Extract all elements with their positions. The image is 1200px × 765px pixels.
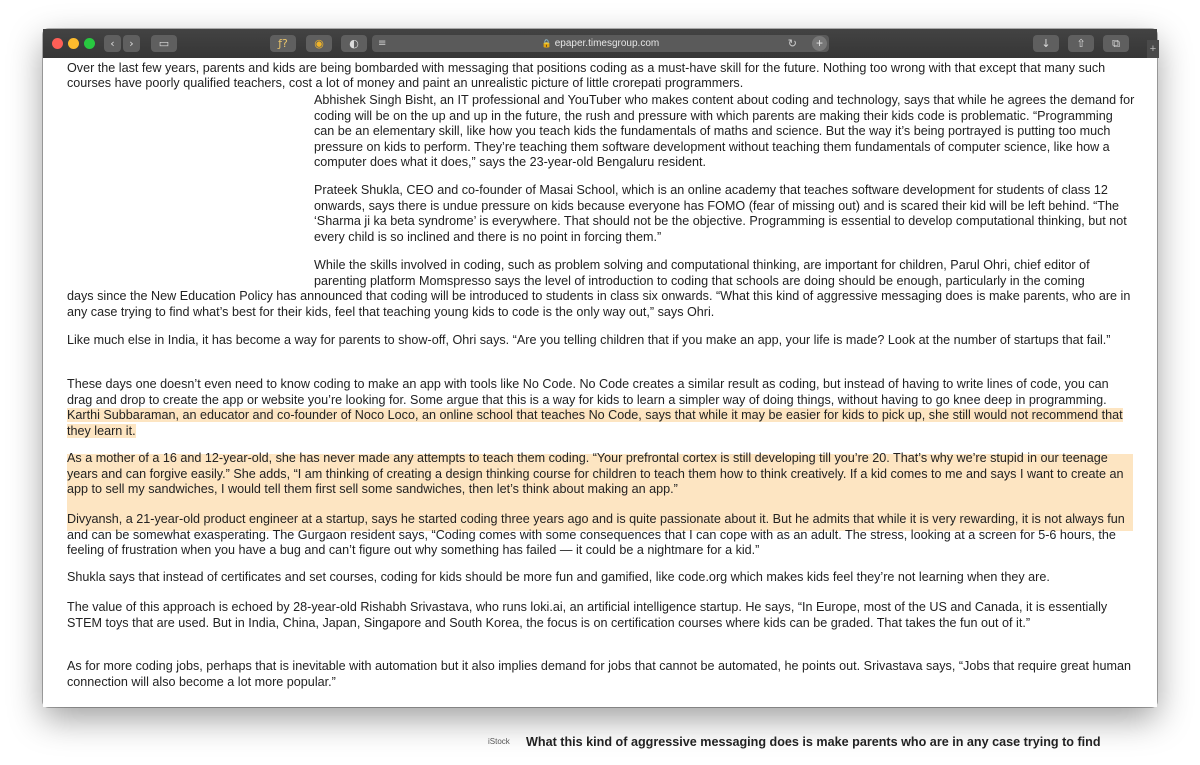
minimize-window-button[interactable]	[68, 38, 79, 49]
article-paragraph	[67, 377, 1135, 439]
highlighted-paragraph: As a mother of a 16 and 12-year-old, she has never made any attempts to teach them coding. “Your prefrontal cortex is still developing till you’re 20. That’s why we’re stupid in our teenage years and can forgive easily.” She adds, “I am thinking of creating a design thinking course for children to teach them how to think creatively. If a kid comes to me and says I want to create an app to sell my sandwiches, I would tell them first sell some sandwiches, then let’s think about making an app.”	[67, 451, 1124, 497]
article-paragraph: Divyansh, a 21-year-old product engineer at a startup, says he started coding three years ago and is quite passionate about it. But he admits that while it is very rewarding, it is not always fun and can be somewhat exasperating. The Gurgaon resident says, “Coding comes with some consequences that I can cope with as an adult. The stress, looking at a screen for 5-6 hours, the feeling of frustration when you have a bug and can’t figure out why something has failed — it could be a nightmare for a kid.”	[67, 512, 1125, 558]
downloads-icon[interactable]: ↓	[1033, 35, 1059, 52]
close-window-button[interactable]	[52, 38, 63, 49]
article-paragraph: While the skills involved in coding, such as problem solving and computational thinking, are important for children, Parul Ohri, chief editor of parenting platform Momspresso says the level of introduction to coding that schools are doing should be enough, particularly in the coming	[314, 258, 1090, 288]
article-paragraph: Prateek Shukla, CEO and co-founder of Masai School, which is an online academy that teaches software development for students of class 12 onwards, says there is undue pressure on kids because everyone has FOMO (fear of missing out) and is scared their kid will be left behind. “The ‘Sharma ji ka beta syndrome’ is everywhere. That should not be the objective. Programming is essential to develop computational thinking, but not every child is so inclined and there is no point in forcing them.”	[314, 183, 1127, 244]
article-paragraph: days since the New Education Policy has announced that coding will be introduced to students in class six onwards. “What this kind of aggressive messaging does is make parents, who are in any case trying to find what’s best for their kids, feel that teaching young kids to code is the only way out,” says Ohri.	[67, 289, 1131, 319]
caption-partial: What this kind of aggressive messaging does is make parents who are in any case trying to find	[526, 735, 1101, 749]
reload-icon[interactable]: ↻	[787, 37, 797, 50]
highlighted-text: Karthi Subbaraman, an educator and co-founder of Noco Loco, an online school that teaches No Code, says that while it may be easier for kids to pick up, she still would not recommend that they learn it.	[67, 408, 1123, 438]
sidebar-icon[interactable]: ▭	[151, 35, 177, 52]
forward-button[interactable]: ›	[123, 35, 140, 52]
article-paragraph: Abhishek Singh Bisht, an IT professional and YouTuber who makes content about coding and technology, says that while he agrees the demand for coding will be on the up and up in the future, the rush and pressure with which parents are making their kids code is problematic. “Programming can be an elementary skill, like how you teach kids the fundamentals of maths and science. But the way it’s being portrayed is putting too much pressure on kids to perform. They’re teaching them software development without teaching them fundamentals of computer science, like how a computer does what it does,” says the 23-year-old Bengaluru resident.	[314, 93, 1135, 170]
url-text: epaper.timesgroup.com	[554, 38, 660, 49]
privacy-shield-icon[interactable]: ◐	[341, 35, 367, 52]
extension-icon[interactable]: ◉	[306, 35, 332, 52]
corner-plus-icon[interactable]: +	[1147, 40, 1159, 58]
article-paragraph: Shukla says that instead of certificates and set courses, coding for kids should be more fun and gamified, like code.org which makes kids feel they’re not learning when they are.	[67, 570, 1050, 584]
article-paragraph: As for more coding jobs, perhaps that is inevitable with automation but it also implies demand for jobs that cannot be automated, he points out. Srivastava says, “Jobs that require great human connection will also become a lot more popular.”	[67, 659, 1132, 689]
article-paragraph: The value of this approach is echoed by 28-year-old Rishabh Srivastava, who runs loki.ai, an artificial intelligence startup. He says, “In Europe, most of the US and Canada, it is essentially STEM toys that are used. But in India, China, Japan, Singapore and South Korea, the focus is on certification courses where kids can be graded. That takes the fun out of it.”	[67, 600, 1108, 630]
tab-overview-icon[interactable]: ⧉	[1103, 35, 1129, 52]
lock-icon: 🔒	[541, 39, 552, 48]
url-display[interactable]	[372, 35, 829, 52]
zoom-window-button[interactable]	[84, 38, 95, 49]
paragraph-text: These days one doesn’t even need to know coding to make an app with tools like No Code. No Code creates a similar result as coding, but instead of having to write lines of code, you can drag and drop to create the app or website you’re looking for. Some argue that this is a way for kids to learn a simpler way of doing things, without having to go knee deep in programming.	[67, 377, 1109, 407]
back-button[interactable]: ‹	[104, 35, 121, 52]
image-credit: iStock	[488, 737, 510, 746]
article-paragraph-partial: Over the last few years, parents and kids are being bombarded with messaging that positions coding as a must-have skill for the future. Nothing too wrong with that except that many such courses have poorly qualified teachers, cost a lot of money and paint an unrealistic picture of little crorepati programmers.	[67, 60, 1106, 91]
address-bar[interactable]	[372, 35, 829, 52]
new-tab-icon[interactable]: +	[812, 36, 827, 51]
browser-toolbar	[43, 29, 1157, 59]
article-content	[43, 58, 1157, 749]
script-extension-icon[interactable]: ƒ?	[270, 35, 296, 52]
article-paragraph: Like much else in India, it has become a way for parents to show-off, Ohri says. “Are you telling children that if you make an app, your life is made? Look at the number of startups that fail.”	[67, 333, 1111, 347]
browser-window	[43, 29, 1157, 749]
reader-view-icon[interactable]: ≡	[378, 38, 387, 49]
share-icon[interactable]: ⇧	[1068, 35, 1094, 52]
